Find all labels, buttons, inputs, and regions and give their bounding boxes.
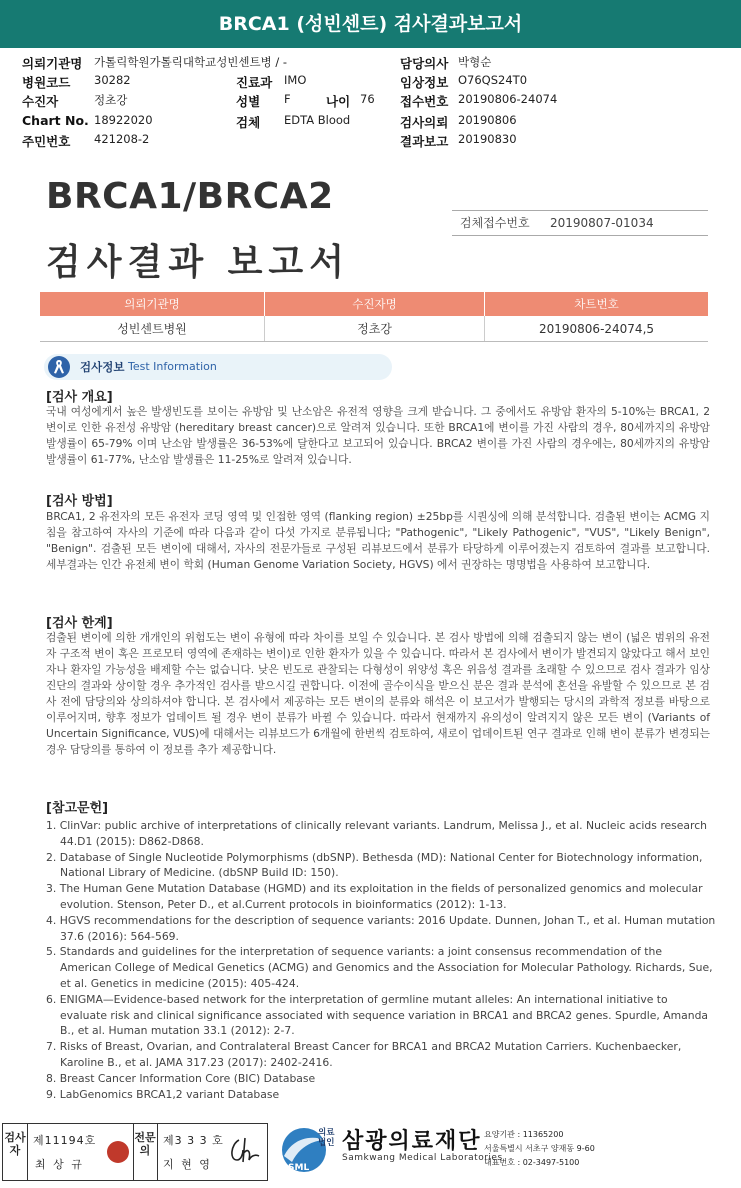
signature-icon <box>225 1134 263 1170</box>
hospital-code-value: 30282 <box>94 73 131 87</box>
org-info <box>484 1128 595 1170</box>
clinical-label: 임상정보 <box>400 75 449 90</box>
org-type-line2: 법인 <box>318 1138 335 1148</box>
clinical-value: O76QS24T0 <box>458 73 528 87</box>
request-label: 검사의뢰 <box>400 115 449 130</box>
reference-item: 7. Risks of Breast, Ovarian, and Contralateral Breast Cancer for BRCA1 and BRCA2 Mutation Carriers. Kuchenbaecker, Karoline B., et al. JAMA 317.23 (2017): 2402-2416. <box>46 1040 682 1069</box>
age-label: 나이 <box>326 94 351 109</box>
org-name-en: Samkwang Medical Laboratories <box>342 1153 503 1163</box>
footer <box>0 1120 741 1188</box>
overview-title: [검사 개요] <box>46 390 113 405</box>
table-cell-institution: 성빈센트병원 <box>117 322 187 336</box>
specialist-license-no: 제3 3 3 호 <box>163 1134 224 1147</box>
table-cell-patient: 정초강 <box>264 316 484 341</box>
doctor-value: 박형순 <box>458 55 492 69</box>
patient-name-value: 정초강 <box>94 93 128 107</box>
report-title-line2: 검사결과 보고서 <box>46 242 350 283</box>
chart-no-label: Chart No. <box>22 113 89 128</box>
dept-value: IMO <box>284 73 307 87</box>
limitations-title: [검사 한계] <box>46 616 113 631</box>
report-title-line1: BRCA1/BRCA2 <box>46 176 334 217</box>
ribbon-icon <box>48 356 70 378</box>
signature-box <box>2 1123 268 1181</box>
limitations-text: 검출된 변이에 의한 개개인의 위험도는 변이 유형에 따라 차이를 보일 수 있습니다. 본 검사 방법에 의해 검출되지 않는 변이 (넓은 범위의 유전자 구조적 변이 혹은 프로모터 영역에 존재하는 변이)로 인한 환자가 있을 수 있습니다. 따라서 본 검사에서 변이가 발견되지 않았다고 해서 보인자나 환자일 가능성을 배제할 수는 없습니다. 낮은 빈도로 관찰되는 다형성이 위양성 혹은 위음성 결과를 초래할 수 있으므로 검사 결과가 임상진단의 결과와 상이할 경우 추가적인 검사를 받으시길 권합니다. 이전에 골수이식을 받으신 분은 결과 분석에 혼선을 유발할 수 있으므로 본 검사 전에 담당의와 상의하셔야 합니다. 본 검사에서 제공하는 모든 변이의 분류와 해석은 이 보고서가 발행되는 당시의 과학적 정보를 바탕으로 이루어지며, 향후 정보가 업데이트 될 경우 변이 분류가 바뀔 수 있습니다. 따라서 현재까지 유의성이 알려지지 않은 모든 변이 (Variants of Uncertain Significance, VUS)에 대해서는 리뷰보드가 6개월에 한번씩 검토하여, 새로이 업데이트된 연구 결과로 인해 변이 분류가 변경되는 경우 담당의를 통하여 이 정보를 추가 제공합니다. <box>46 631 710 756</box>
references-list <box>46 818 716 1102</box>
examiner-seal-icon <box>107 1141 129 1163</box>
reference-item: 6. ENIGMA—Evidence-based network for the interpretation of germline mutant alleles: An international initiative to evaluate risk and clinical significance associated with sequence variation in BRCA1 and BRCA2 genes. Spurdle, Amanda B., et al. Human mutation 33.1 (2012): 2-7. <box>46 992 709 1038</box>
reference-item: 5. Standards and guidelines for the interpretation of sequence variants: a joint consensus recommendation of the American College of Medical Genetics (ACMG) and Genomics and the Association for Molecular Pathology. Richards, Sue, et al. Genetics in medicine (2015): 405-424. <box>46 945 713 990</box>
table-header-patient: 수진자명 <box>264 292 484 316</box>
table-header-institution: 의뢰기관명 <box>124 297 180 311</box>
specimen-value: EDTA Blood <box>284 113 351 127</box>
overview-text: 국내 여성에게서 높은 발생빈도를 보이는 유방암 및 난소암은 유전적 영향을 크게 받습니다. 그 중에서도 유방암 환자의 5-10%는 BRCA1, 2 변이로 인한 유전성 유방암 (hereditary breast cancer)으로 알려져 있습니다. 또한 BRCA1에 변이를 가진 사람의 경우, 80세까지의 유방암 발생률이 65-79% 이며 난소암 발생률은 36-53%에 달한다고 보고되어 있습니다. BRCA2 변이를 가진 사람의 경우에는, 80세까지의 유방암 발생률이 61-77%, 난소암 발생률은 11-25%로 알려져 있습니다. <box>46 405 710 466</box>
org-phone: 대표번호 : 02-3497-5100 <box>484 1158 580 1167</box>
report-date-label: 결과보고 <box>400 134 449 149</box>
method-text: BRCA1, 2 유전자의 모든 유전자 코딩 영역 및 인접한 영역 (flanking region) ±25bp를 시퀀싱에 의해 분석합니다. 검출된 변이는 ACMG 지침을 참고하여 자사의 기준에 따라 다음과 같이 다섯 가지로 분류됩니다; "Pathogenic", "Likely Pathogenic", "VUS", "Likely Benign", "Benign". 검출된 모든 변이에 대해서, 자사의 전문가들로 구성된 리뷰보드에서 분류가 타당하게 이루어졌는지 검토하여 결과를 보고합니다. 세부결과는 인간 유전체 변이 학회 (Human Genome Variation Society, HGVS) 에서 권장하는 명명법을 사용하여 보고합니다. <box>46 510 710 571</box>
institution-value: 가톨릭학원가톨릭대학교성빈센트병 / - <box>94 55 288 69</box>
specimen-receipt-value: 20190807-01034 <box>550 216 654 230</box>
org-address: 서울특별시 서초구 양재동 9-60 <box>484 1144 595 1153</box>
reference-item: 2. Database of Single Nucleotide Polymorphisms (dbSNP). Bethesda (MD): National Center for Biotechnology information, National Library of Medicine. (dbSNP Build ID: 150). <box>46 850 703 880</box>
chart-no-value: 18922020 <box>94 113 153 127</box>
org-type <box>318 1128 334 1148</box>
report-date-value: 20190830 <box>458 132 517 146</box>
examiner-name: 최 상 규 <box>35 1158 84 1171</box>
reference-item: 8. Breast Cancer Information Core (BIC) Database <box>46 1071 316 1085</box>
reference-item: 1. ClinVar: public archive of interpretations of clinically relevant variants. Landrum, Melissa J., et al. Nucleic acids research 44.D1 (2015): D862-D868. <box>46 819 708 848</box>
resident-id-value: 421208-2 <box>94 132 150 146</box>
specialist-label: 전문의 <box>134 1131 156 1157</box>
reference-item: 4. HGVS recommendations for the description of sequence variants: 2016 Update. Dunnen, Johan T., et al. Human mutation 37.6 (2016): 564-569. <box>46 913 716 943</box>
specimen-label: 검체 <box>236 115 261 130</box>
sex-value: F <box>284 92 291 106</box>
hospital-code-label: 병원코드 <box>22 75 71 90</box>
test-info-label-en: Test Information <box>128 360 217 373</box>
receipt-label: 접수번호 <box>400 94 449 109</box>
examiner-label: 검사자 <box>4 1131 26 1157</box>
doctor-label: 담당의사 <box>400 56 449 71</box>
request-value: 20190806 <box>458 113 517 127</box>
specimen-receipt-box <box>452 210 708 236</box>
sml-logo-text: SML <box>288 1163 310 1173</box>
receipt-value: 20190806-24074 <box>458 92 558 106</box>
org-type-line1: 의료 <box>318 1128 335 1138</box>
table-cell-chart: 20190806-24074,5 <box>484 316 708 341</box>
table-header-chart: 차트번호 <box>484 292 708 316</box>
reference-item: 3. The Human Gene Mutation Database (HGMD) and its exploitation in the fields of personalized genomics and molecular evolution. Stenson, Peter D., et al.Current protocols in bioinformatics (2012): 1-13. <box>46 882 703 911</box>
test-info-banner <box>44 354 392 380</box>
sex-label: 성별 <box>236 94 261 109</box>
specialist-name: 지 현 영 <box>163 1158 212 1171</box>
patient-name-label: 수진자 <box>22 94 59 109</box>
references-title: [참고문헌] <box>46 801 109 816</box>
dept-label: 진료과 <box>236 75 273 90</box>
resident-id-label: 주민번호 <box>22 134 71 149</box>
age-value: 76 <box>360 92 375 106</box>
reference-item: 9. LabGenomics BRCA1,2 variant Database <box>46 1087 280 1101</box>
institution-label: 의뢰기관명 <box>22 56 83 71</box>
test-info-label-ko: 검사정보 <box>80 360 125 374</box>
specimen-receipt-label: 검체접수번호 <box>460 216 530 230</box>
examiner-license-no: 제11194호 <box>33 1134 97 1147</box>
org-code: 요양기관 : 11365200 <box>484 1130 564 1139</box>
method-title: [검사 방법] <box>46 494 113 509</box>
org-name: 삼광의료재단 <box>342 1129 482 1154</box>
report-title-bar: BRCA1 (성빈센트) 검사결과보고서 <box>0 0 741 48</box>
patient-table <box>40 292 708 342</box>
